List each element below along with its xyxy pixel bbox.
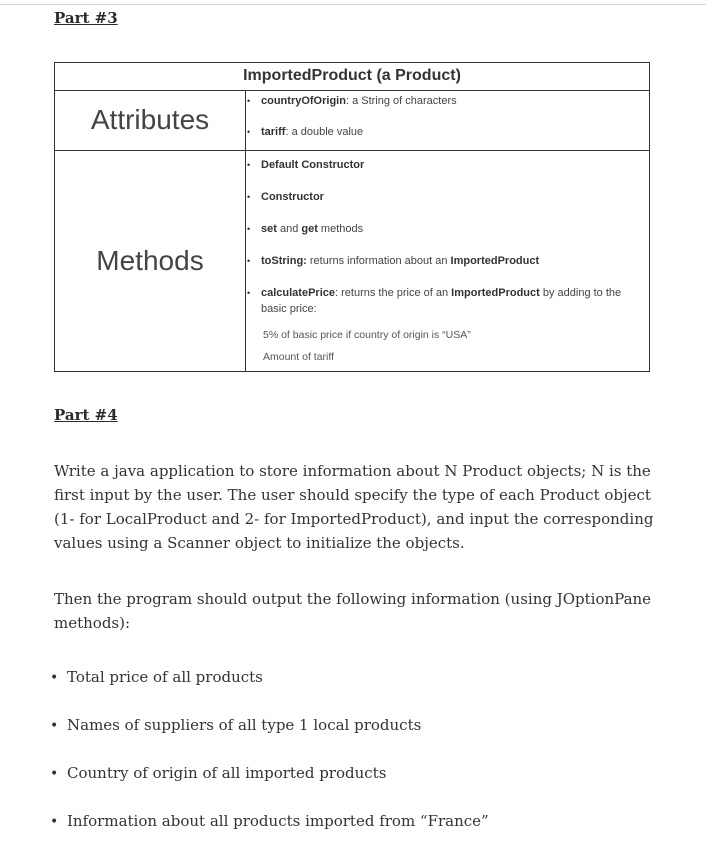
bullet-icon: • — [247, 127, 251, 137]
list-item: • Country of origin of all imported products — [50, 764, 387, 782]
method-sub-item: Amount of tariff — [263, 351, 335, 363]
attribute-name: tariff — [261, 126, 286, 138]
list-item: • Information about all products imported from “France” — [50, 812, 489, 830]
bullet-icon: • — [247, 192, 251, 202]
imported-product-table — [54, 62, 650, 372]
top-divider — [0, 4, 706, 5]
bullet-icon: • — [247, 288, 251, 298]
part3-heading: Part #3 — [54, 9, 118, 27]
method-item: • set and get methods — [247, 223, 364, 235]
paragraph: Write a java application to store information about N Product objects; N is the first input by the user. The user should specify the type of each Product object (1- for LocalProduct and 2- for ImportedProduct), and input the corresponding values using a Scanner object to initialize the objects. — [54, 462, 654, 552]
bullet-icon: • — [50, 814, 59, 830]
attribute-desc: a double value — [288, 126, 364, 138]
list-item: • Names of suppliers of all type 1 local products — [50, 716, 422, 734]
bullet-icon: • — [50, 766, 59, 782]
methods-label: Methods — [55, 151, 246, 371]
method-item: • Default Constructor — [247, 159, 365, 171]
attribute-name: countryOfOrigin — [261, 95, 346, 107]
bullet-icon: • — [247, 96, 251, 106]
bullet-icon: • — [247, 256, 251, 266]
attributes-label: Attributes — [55, 90, 246, 150]
bullet-icon: • — [247, 224, 251, 234]
attribute-desc: a String of characters — [349, 95, 457, 107]
part4-heading: Part #4 — [54, 406, 118, 424]
table-title: ImportedProduct (a Product) — [55, 63, 649, 91]
paragraph: Then the program should output the following information (using JOptionPane methods): — [54, 590, 652, 632]
bullet-icon: • — [50, 718, 59, 734]
method-item: • calculatePrice: returns the price of an ImportedProduct by adding to the basic price: — [247, 287, 622, 315]
attributes-row — [55, 90, 649, 151]
attribute-item: • tariff: a double value — [247, 126, 364, 138]
method-sub-item: 5% of basic price if country of origin is “USA” — [263, 329, 471, 341]
method-item: • Constructor — [247, 191, 324, 203]
list-item: • Total price of all products — [50, 668, 263, 686]
bullet-icon: • — [247, 160, 251, 170]
methods-row — [55, 151, 649, 371]
method-item: • toString: returns information about an ImportedProduct — [247, 255, 540, 267]
bullet-icon: • — [50, 670, 59, 686]
attribute-item: • countryOfOrigin: a String of characters — [247, 95, 457, 107]
